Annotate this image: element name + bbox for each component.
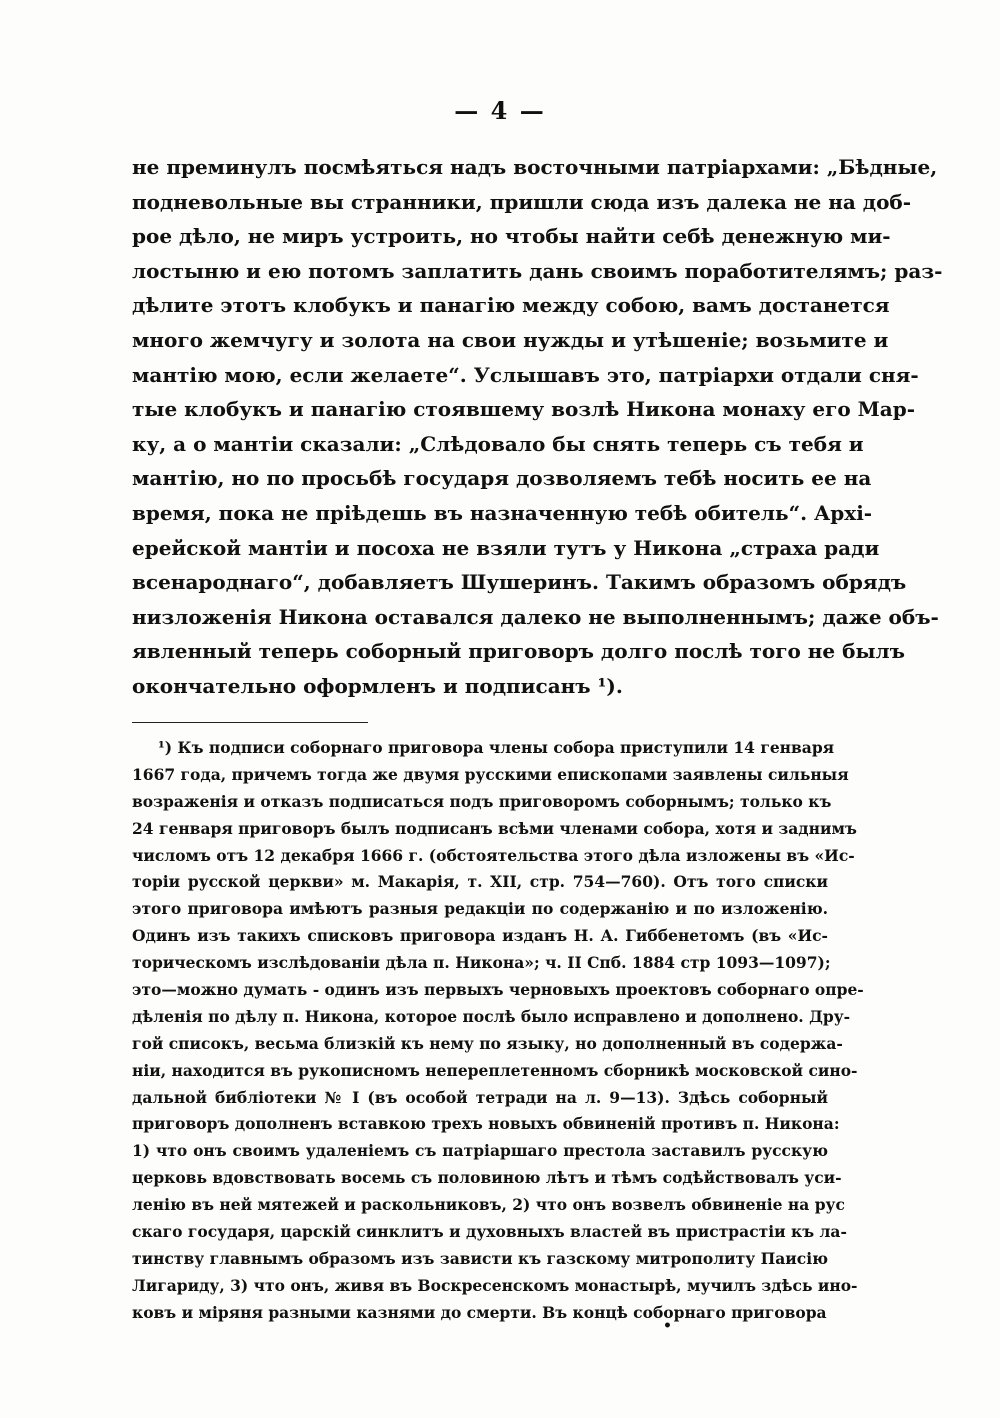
footnote-line: ленію въ ней мятежей и раскольниковъ, 2) что онъ возвелъ обвиненіе на рус — [132, 1195, 845, 1215]
footnote-line: 1) что онъ своимъ удаленіемъ съ патріаршаго престола заставилъ русскую — [132, 1141, 828, 1161]
text-line: тые клобукъ и панагію стоявшему возлѣ Никона монаху его Мар- — [132, 397, 916, 422]
text-line: не преминулъ посмѣяться надъ восточными патріархами: „Бѣдные, — [132, 155, 938, 179]
text-line: явленный теперь соборный приговоръ долго послѣ того не былъ — [132, 639, 905, 664]
footnote-line: 24 генваря приговоръ былъ подписанъ всѣми членами собора, хотя и заднимъ — [132, 818, 857, 838]
footnote-divider — [132, 722, 368, 723]
text-line: всенароднаго“, добавляетъ Шушеринъ. Такимъ образомъ обрядъ — [132, 570, 907, 595]
footnote-line: ковъ и міряня разными казнями до смерти. Въ концѣ соборнаго приговора — [132, 1302, 827, 1322]
text-line: лостыню и ею потомъ заплатить дань своимъ поработителямъ; раз- — [132, 258, 943, 283]
text-line: мантію мою, если желаете“. Услышавъ это, патріархи отдали сня- — [132, 362, 919, 387]
text-line: ерейской мантіи и посоха не взяли тутъ у Никона „страха ради — [132, 535, 880, 560]
footnote-line: ніи, находится въ рукописномъ непереплетенномъ сборникѣ московской сино- — [132, 1060, 858, 1080]
footnote — [132, 735, 864, 1327]
ink-mark: • — [663, 1318, 672, 1334]
page-number: — 4 — — [454, 96, 546, 125]
footnote-line: приговоръ дополненъ вставкою трехъ новыхъ обвиненій противъ п. Никона: — [132, 1114, 840, 1134]
footnote-line: дѣленія по дѣлу п. Никона, которое послѣ было исправлено и дополнено. Дру- — [132, 1006, 851, 1026]
text-line: время, пока не пріѣдешь въ назначенную тебѣ обитель“. Архі- — [132, 500, 873, 525]
footnote-line: торическомъ изслѣдованіи дѣла п. Никона»; ч. II Спб. 1884 стр 1093—1097); — [132, 953, 831, 973]
footnote-line: тинству главнымъ образомъ изъ зависти къ газскому митрополиту Паисію — [132, 1248, 828, 1268]
footnote-line: числомъ отъ 12 декабря 1666 г. (обстоятельства этого дѣла изложены въ «Ис- — [132, 845, 855, 865]
text-line: окончательно оформленъ и подписанъ ¹). — [132, 673, 623, 698]
footnote-line: 1667 года, причемъ тогда же двумя русскими епископами заявлены сильныя — [132, 764, 849, 784]
text-line: дѣлите этотъ клобукъ и панагію между собою, вамъ достанется — [132, 293, 890, 318]
footnote-line: церковь вдовствовать восемь съ половиною лѣтъ и тѣмъ содѣйствовалъ уси- — [132, 1168, 842, 1188]
footnote-line: торіи русской церкви» м. Макарія, т. XII, стр. 754—760). Отъ того списки — [132, 872, 828, 892]
footnote-line: гой списокъ, весьма близкій къ нему по языку, но дополненный въ содержа- — [132, 1033, 843, 1053]
footnote-line: возраженія и отказъ подписаться подъ приговоромъ соборнымъ; только къ — [132, 791, 832, 811]
text-line: ку, а о мантіи сказали: „Слѣдовало бы снять теперь съ тебя и — [132, 431, 864, 456]
footnote-line: Лигариду, 3) что онъ, живя въ Воскресенскомъ монастырѣ, мучилъ здѣсь ино- — [132, 1275, 858, 1295]
text-line: рое дѣло, не миръ устроить, но чтобы найти себѣ денежную ми- — [132, 224, 891, 249]
footnote-line: это—можно думать - одинъ изъ первыхъ черновыхъ проектовъ соборнаго опре- — [132, 980, 864, 1000]
text-line: мантію, но по просьбѣ государя дозволяемъ тебѣ носить ее на — [132, 466, 872, 491]
footnote-line: этого приговора имѣютъ разныя редакціи по содержанію и по изложенію. — [132, 899, 828, 919]
text-line: подневольные вы странники, пришли сюда изъ далека не на доб- — [132, 189, 912, 214]
footnote-line: скаго государя, царскій синклитъ и духовныхъ властей въ пристрастіи къ ла- — [132, 1222, 847, 1242]
text-line: низложенія Никона оставался далеко не выполненнымъ; даже объ- — [132, 604, 939, 629]
footnote-line: дальной библіотеки № I (въ особой тетради на л. 9—13). Здѣсь соборный — [132, 1087, 828, 1107]
footnote-line: Одинъ изъ такихъ списковъ приговора изданъ Н. А. Гиббенетомъ (въ «Ис- — [132, 926, 828, 946]
main-text — [132, 150, 943, 704]
text-line: много жемчугу и золота на свои нужды и утѣшеніе; возьмите и — [132, 327, 889, 352]
footnote-line: ¹) Къ подписи соборнаго приговора члены собора приступили 14 генваря — [158, 738, 835, 757]
